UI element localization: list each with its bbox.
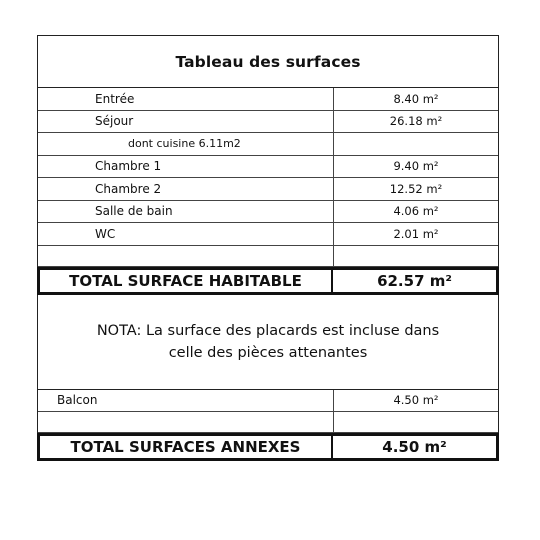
room-label: Séjour xyxy=(38,111,334,133)
room-label: dont cuisine 6.11m2 xyxy=(38,133,334,155)
total-habitable-row xyxy=(37,267,499,295)
room-row xyxy=(38,111,498,134)
annex-label: Balcon xyxy=(38,390,334,412)
annex-row xyxy=(38,390,498,413)
nota-note xyxy=(38,295,498,390)
room-value xyxy=(334,133,498,155)
total-annexes-value: 4.50 m² xyxy=(382,438,447,456)
room-row xyxy=(38,178,498,201)
total-annexes-label: TOTAL SURFACES ANNEXES xyxy=(40,436,333,458)
room-value: 9.40 m² xyxy=(393,159,439,174)
empty-row xyxy=(38,412,498,433)
room-label: Entrée xyxy=(38,88,334,110)
room-value: 8.40 m² xyxy=(393,91,439,106)
room-label: Chambre 1 xyxy=(38,156,334,178)
room-row xyxy=(38,201,498,224)
room-value: 4.06 m² xyxy=(393,204,439,219)
room-label: Salle de bain xyxy=(38,201,334,223)
empty-cell xyxy=(38,246,334,266)
total-annexes-row xyxy=(37,433,499,461)
nota-line-1: NOTA: La surface des placards est incluse dans xyxy=(96,322,440,339)
nota-line-2: celle des pièces attenantes xyxy=(168,344,368,361)
total-habitable-value: 62.57 m² xyxy=(377,271,452,290)
surfaces-table xyxy=(37,35,499,461)
annex-value: 4.50 m² xyxy=(393,393,439,408)
room-row xyxy=(38,156,498,179)
room-label: Chambre 2 xyxy=(38,178,334,200)
room-value: 12.52 m² xyxy=(389,181,443,196)
total-habitable-label: TOTAL SURFACE HABITABLE xyxy=(40,270,333,292)
empty-row xyxy=(38,246,498,267)
room-row xyxy=(38,133,498,156)
room-value: 26.18 m² xyxy=(389,114,443,129)
room-value: 2.01 m² xyxy=(393,226,439,241)
empty-cell xyxy=(38,412,334,432)
rooms-list xyxy=(38,88,498,246)
room-label: WC xyxy=(38,223,334,245)
room-row xyxy=(38,88,498,111)
room-row xyxy=(38,223,498,246)
table-title: Tableau des surfaces xyxy=(38,36,498,88)
